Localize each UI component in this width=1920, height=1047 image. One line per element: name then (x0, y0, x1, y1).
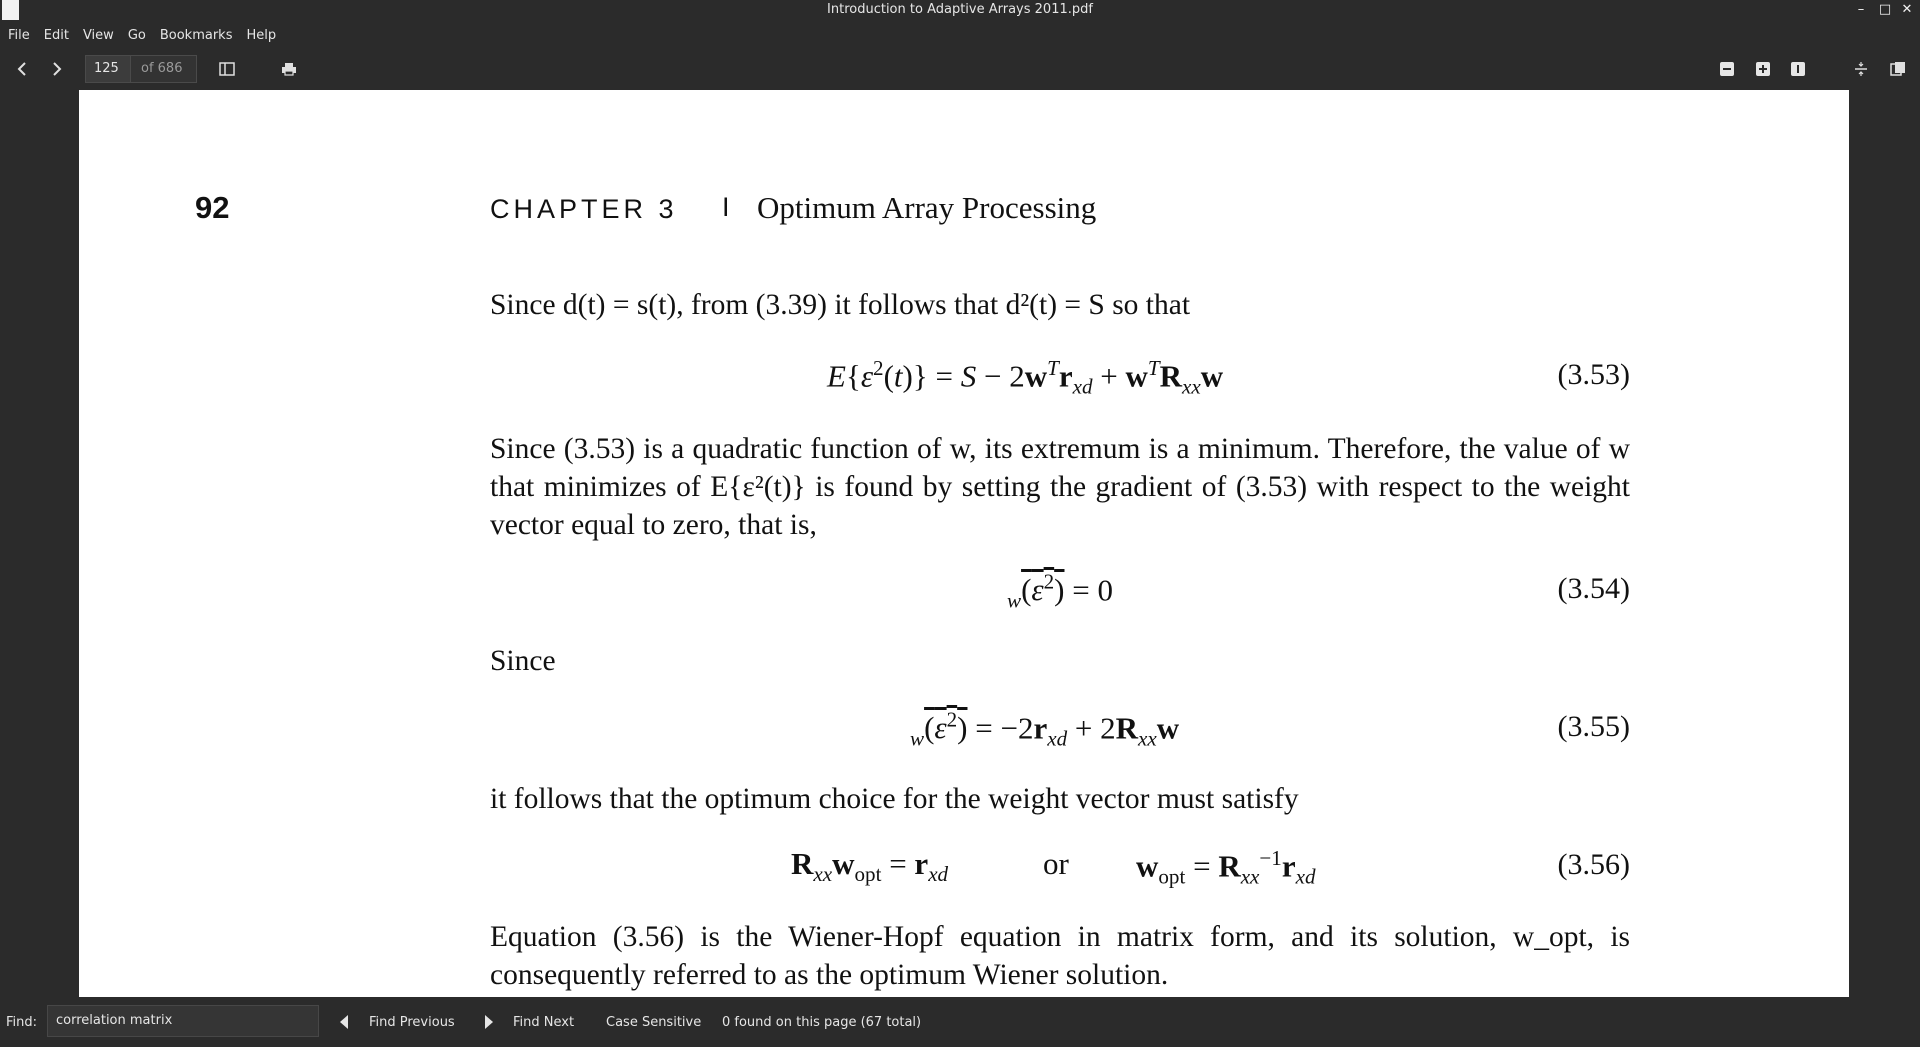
menu-bookmarks[interactable]: Bookmarks (159, 28, 233, 43)
page-number: 92 (195, 190, 230, 225)
find-bar (0, 1001, 1920, 1047)
paragraph-2: Since (3.53) is a quadratic function of w, its extremum is a minimum. Therefore, the value of w that minimizes of E{ε²(t)} is found by setting the gradient of (3.53) with respect to the weight vector equal to zero, that is, (490, 433, 1630, 541)
zoom-out-icon (1720, 62, 1734, 76)
document-page (79, 90, 1849, 997)
arrow-right-icon (485, 1015, 493, 1029)
window-title: Introduction to Adaptive Arrays 2011.pdf (827, 2, 1093, 17)
paragraph-last: Equation (3.56) is the Wiener-Hopf equation in matrix form, and its solution, w_opt, is consequently referred to as the optimum Wiener solution. (490, 921, 1630, 991)
menu-go[interactable]: Go (127, 28, 146, 43)
presentation-button[interactable] (1885, 56, 1911, 82)
minimize-button[interactable]: – (1857, 2, 1865, 17)
equation-number: (3.54) (1557, 572, 1630, 605)
equation-3-54: $_w(\varepsilon^2) = 0$ (1007, 570, 1113, 613)
equation-3-56a: $R_{xx}w_{opt} = r_{xd}$ (791, 846, 949, 887)
text-line-1: Since d(t) = s(t), from (3.39) it follows that d²(t) = S so that (490, 289, 1191, 321)
zoom-in-icon (1756, 62, 1770, 76)
print-button[interactable] (276, 56, 302, 82)
equation-3-53: $E\{\varepsilon^2(t)\} = S - 2w^Tr_{xd} + w^TR_{xx}w$ (827, 356, 1224, 399)
menu-help[interactable]: Help (246, 28, 277, 43)
printer-icon (281, 61, 297, 77)
previous-page-button[interactable] (9, 56, 35, 82)
chapter-label: CHAPTER 3 (490, 194, 678, 224)
chapter-title: Optimum Array Processing (757, 190, 1097, 225)
menu-bar (0, 24, 1920, 48)
equation-number: (3.53) (1557, 358, 1630, 391)
equation-3-56b: $w_{opt} = R_{xx}^{-1}r_{xd}$ (1136, 846, 1316, 889)
menu-file[interactable]: File (8, 28, 30, 43)
sidebar-icon (219, 61, 235, 77)
page-total-label: of 686 (131, 55, 197, 83)
find-label: Find: (6, 1015, 38, 1030)
arrow-left-icon (340, 1015, 348, 1029)
dual-page-icon (1890, 61, 1906, 77)
chapter-separator: I (722, 192, 730, 222)
find-next-button[interactable]: Find Next (513, 1015, 575, 1030)
actual-size-icon (1791, 62, 1805, 76)
find-status: 0 found on this page (67 total) (722, 1015, 922, 1030)
case-sensitive-toggle[interactable]: Case Sensitive (606, 1015, 702, 1030)
menu-edit[interactable]: Edit (43, 28, 69, 43)
chevron-left-icon (16, 62, 28, 76)
next-page-button[interactable] (44, 56, 70, 82)
text-since: Since (490, 645, 556, 677)
close-button[interactable]: ✕ (1901, 2, 1913, 17)
find-previous-button[interactable]: Find Previous (369, 1015, 455, 1030)
fit-page-button[interactable] (1848, 56, 1874, 82)
zoom-out-button[interactable] (1714, 56, 1740, 82)
maximize-button[interactable]: □ (1878, 2, 1892, 17)
equation-number: (3.56) (1557, 848, 1630, 881)
equation-3-55: $_w(\varepsilon^2) = -2r_{xd} + 2R_{xx}w$ (910, 708, 1180, 751)
page-number-input[interactable]: 125 (85, 55, 131, 83)
equation-or: or (1043, 846, 1069, 881)
actual-size-button[interactable] (1785, 56, 1811, 82)
toolbar (0, 50, 1920, 88)
text-it-follows: it follows that the optimum choice for the weight vector must satisfy (490, 783, 1299, 815)
equation-number: (3.55) (1557, 710, 1630, 743)
menu-view[interactable]: View (82, 28, 114, 43)
toggle-sidebar-button[interactable] (214, 56, 240, 82)
find-input[interactable]: correlation matrix (47, 1005, 319, 1037)
fit-height-icon (1853, 61, 1869, 77)
title-bar (0, 0, 1920, 20)
chevron-right-icon (51, 62, 63, 76)
zoom-in-button[interactable] (1750, 56, 1776, 82)
